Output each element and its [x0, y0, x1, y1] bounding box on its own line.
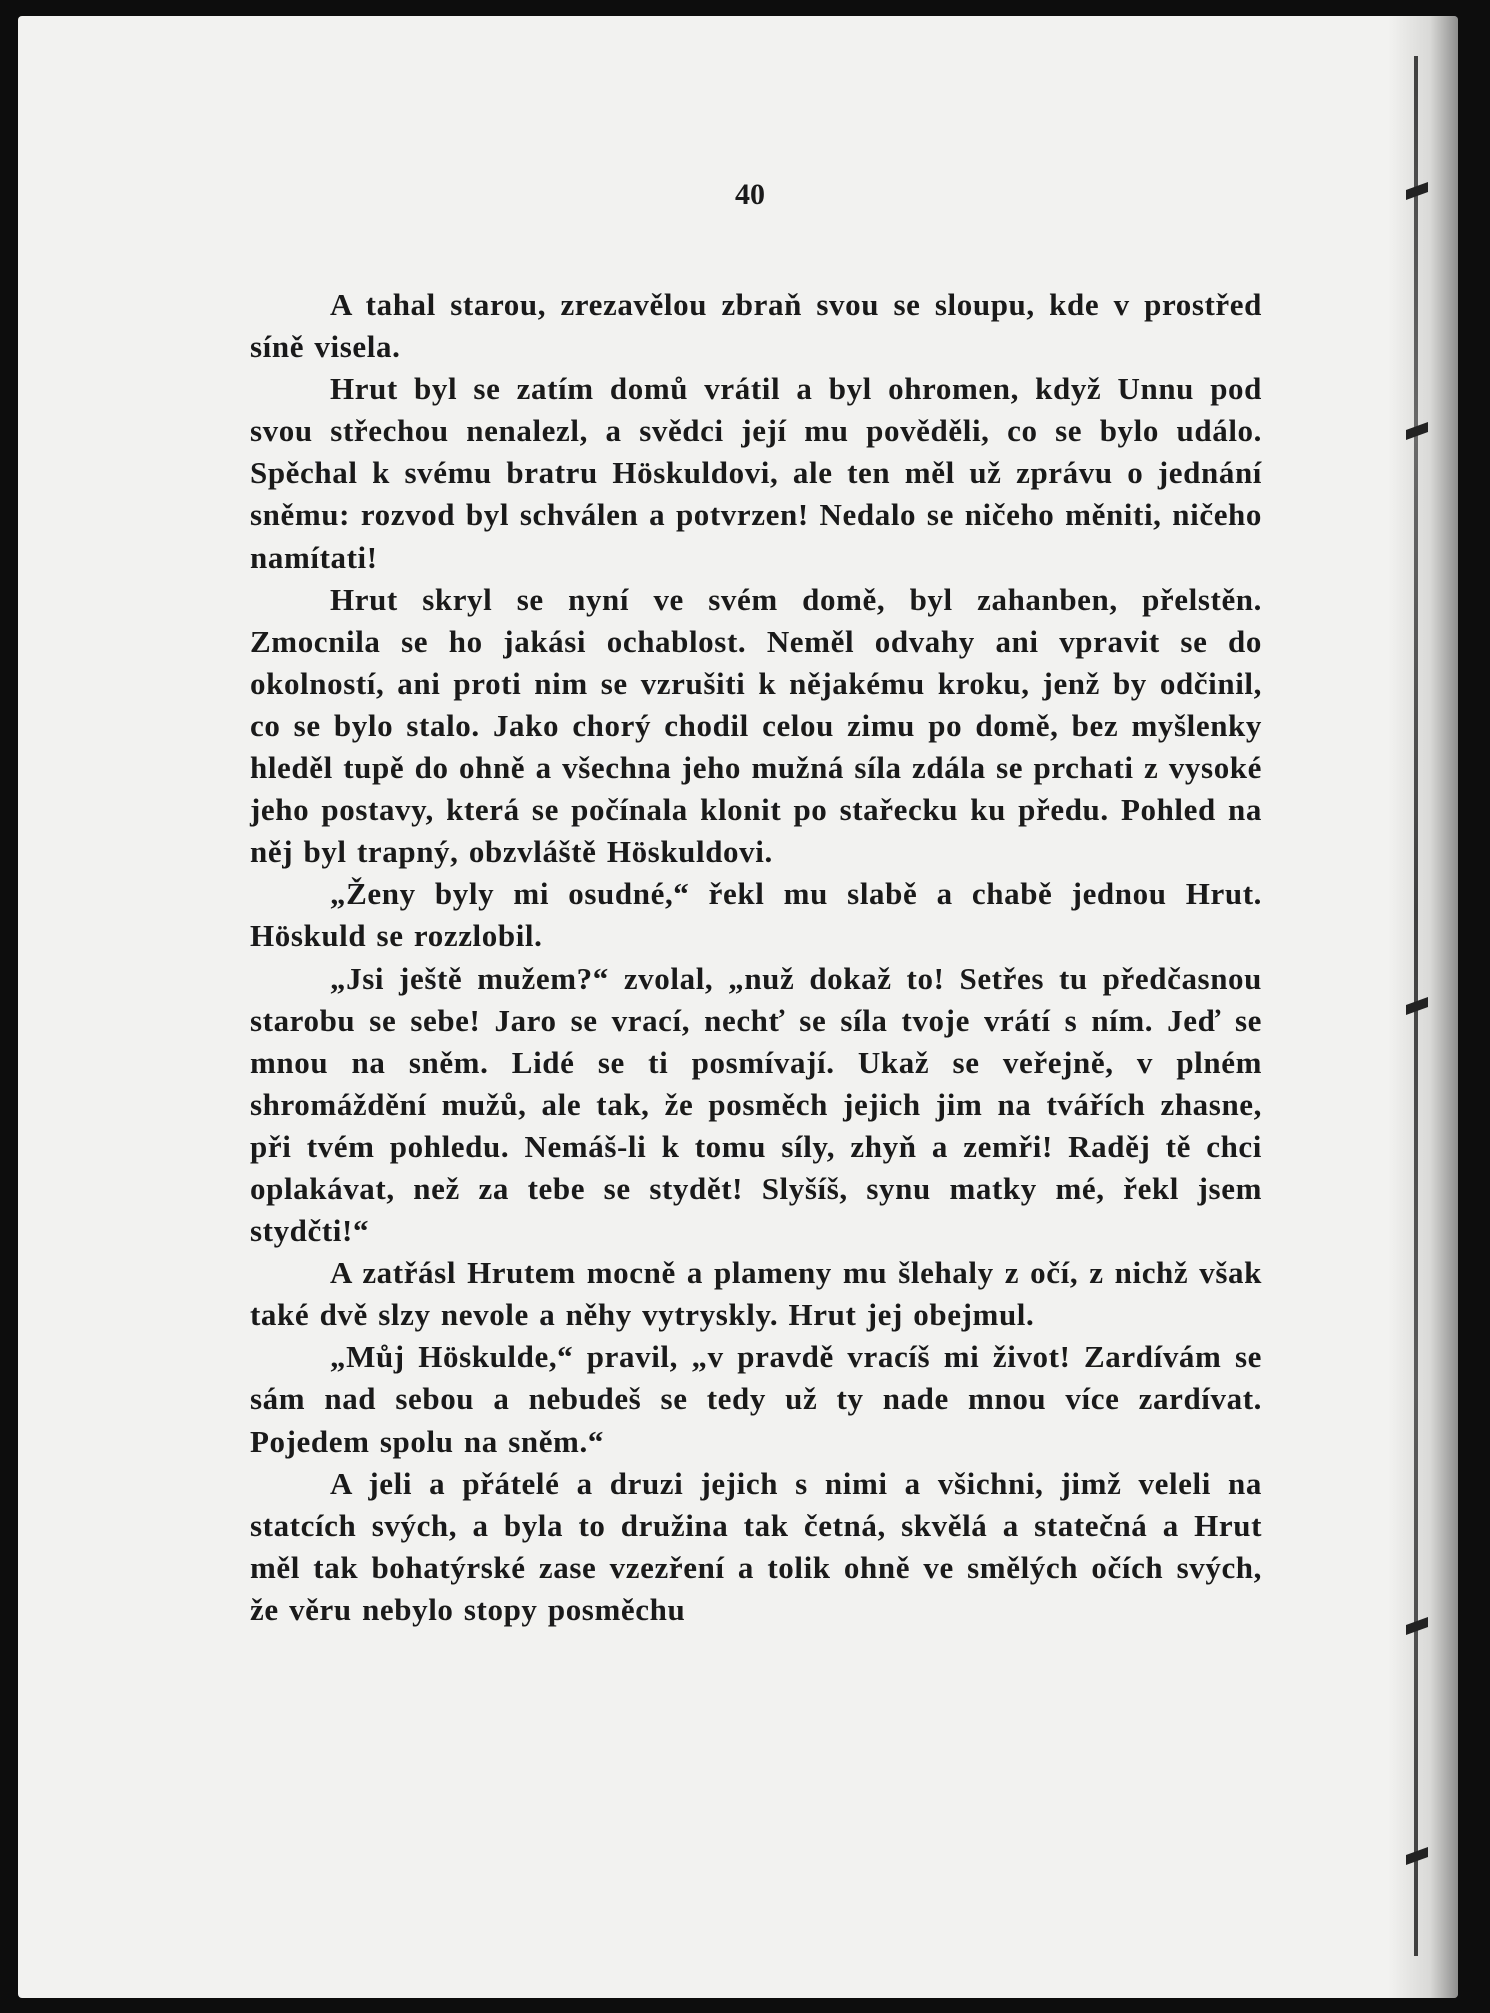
paragraph: „Můj Höskulde,“ pravil, „v pravdě vracíš mi život! Zardívám se sám nad sebou a nebudeš se tedy už ty nade mnou více zardívat. Pojedem spolu na sněm.“ — [250, 1339, 1262, 1459]
paragraph: A tahal starou, zrezavělou zbraň svou se sloupu, kde v prostřed síně visela. — [250, 287, 1262, 365]
body-text — [250, 284, 1262, 1631]
paragraph: „Ženy byly mi osudné,“ řekl mu slabě a chabě jednou Hrut. Höskuld se rozzlobil. — [250, 876, 1262, 954]
paragraph: A jeli a přátelé a druzi jejich s nimi a všichni, jimž veleli na statcích svých, a byla to družina tak četná, skvělá a statečná a Hrut měl tak bohatýrské zase vzezření a tolik ohně ve smělých očích svých, že věru nebylo stopy posměchu — [250, 1465, 1262, 1627]
page-number: 40 — [735, 178, 765, 211]
paragraph: „Jsi ještě mužem?“ zvolal, „nuž dokaž to! Setřes tu předčasnou starobu se sebe! Jaro se vrací, nechť se síla tvoje vrátí s ním. Jeď se mnou na sněm. Lidé se ti posmívají. Ukaž se veřejně, v plném shromáždění mužů, ale tak, že posměch jejich jim na tvářích zhasne, při tvém pohledu. Nemáš-li k tomu síly, zhyň a zemři! Raděj tě chci oplakávat, než za tebe se stydět! Slyšíš, synu matky mé, řekl jsem stydčti!“ — [250, 960, 1262, 1249]
paragraph: Hrut skryl se nyní ve svém domě, byl zahanben, přelstěn. Zmocnila se ho jakási ochablost. Neměl odvahy ani vpravit se do okolností, ani proti nim se vzrušiti k nějakému kroku, jenž by odčinil, co se bylo stalo. Jako chorý chodil celou zimu po domě, bez myšlenky hleděl tupě do ohně a všechna jeho mužná síla zdála se prchati z vysoké jeho postavy, která se počínala klonit po stařecku ku předu. Pohled na něj byl trapný, obzvláště Höskuldovi. — [250, 581, 1262, 870]
book-page — [18, 16, 1458, 1998]
paragraph: Hrut byl se zatím domů vrátil a byl ohromen, když Unnu pod svou střechou nenalezl, a svědci její mu pověděli, co se bylo událo. Spěchal k svému bratru Höskuldovi, ale ten měl už zprávu o jednání sněmu: rozvod byl schválen a potvrzen! Nedalo se ničeho měniti, ničeho namítati! — [250, 371, 1262, 575]
paragraph: A zatřásl Hrutem mocně a plameny mu šlehaly z očí, z nichž však také dvě slzy nevole a něhy vytryskly. Hrut jej obejmul. — [250, 1255, 1262, 1333]
